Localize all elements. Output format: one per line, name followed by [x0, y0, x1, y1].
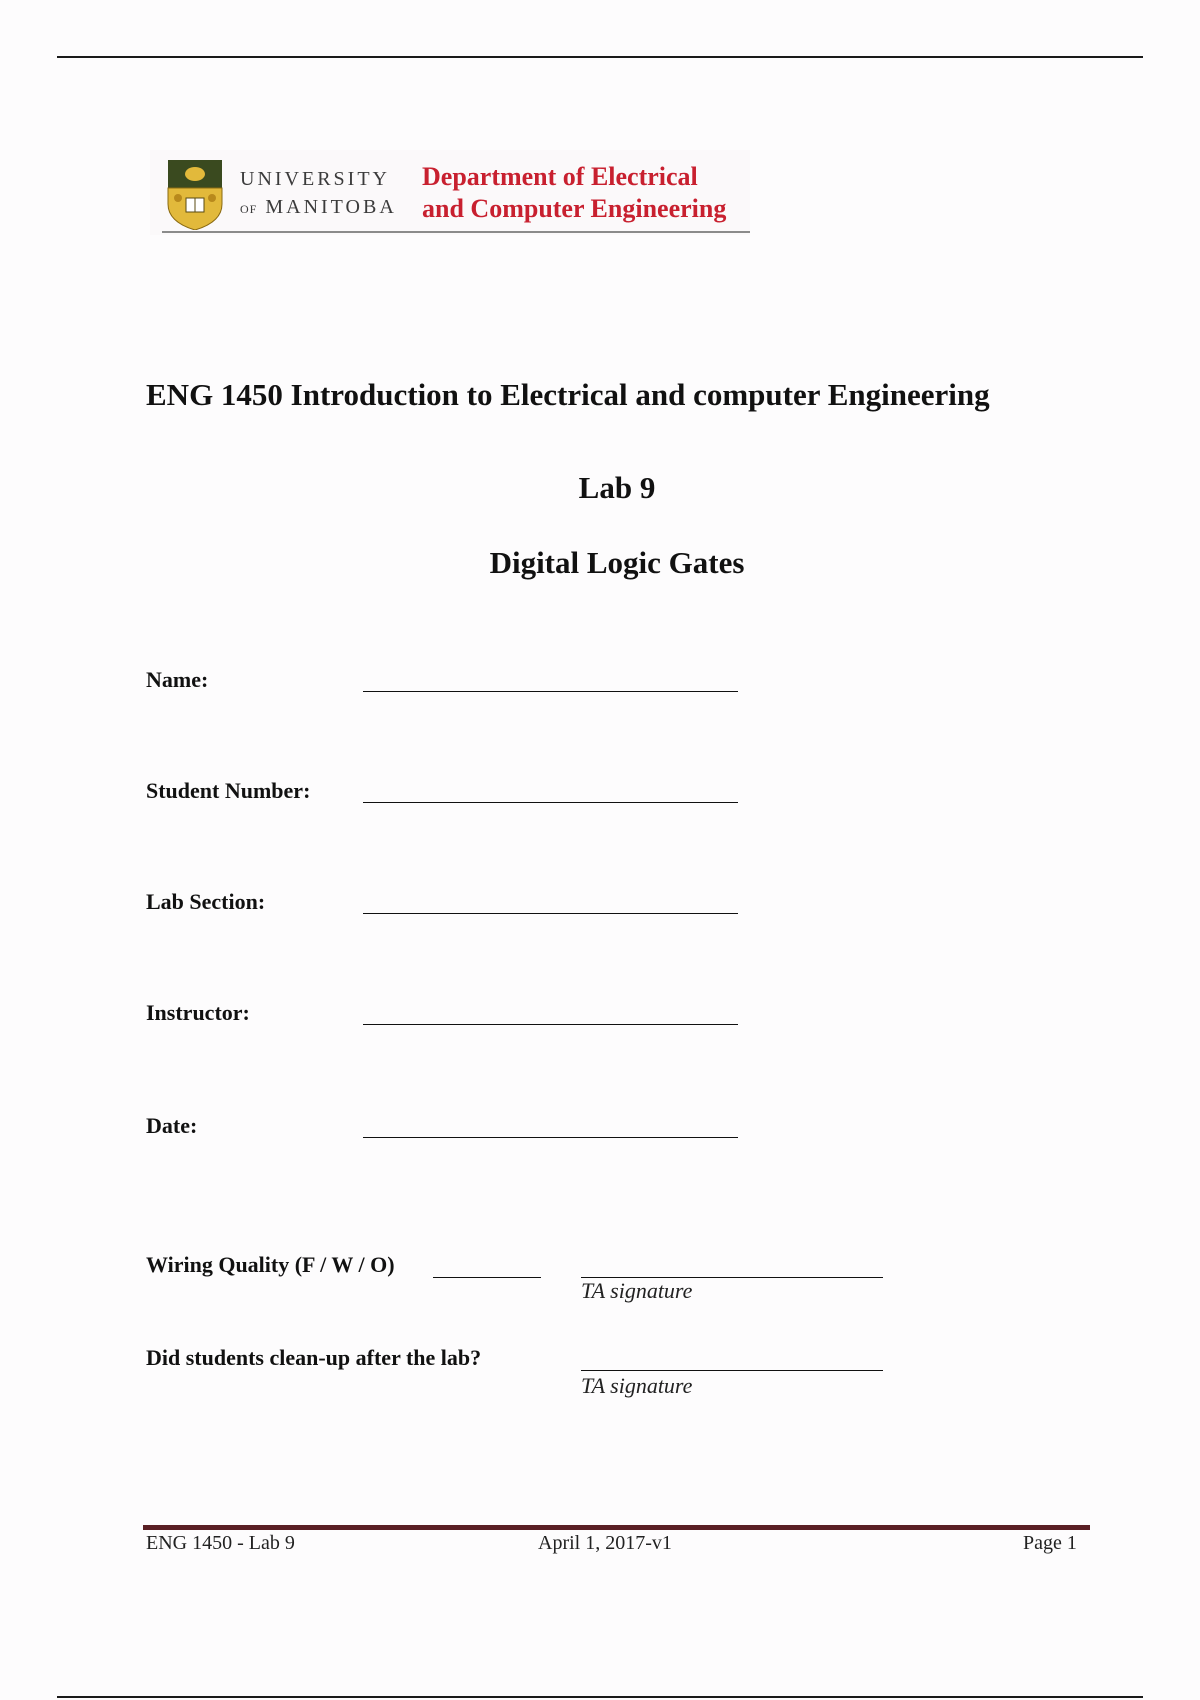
university-name-line2	[240, 196, 397, 219]
university-of: OF	[240, 202, 258, 216]
name-label: Name:	[146, 667, 209, 692]
date-label: Date:	[146, 1113, 198, 1138]
wiring-quality-label: Wiring Quality (F / W / O)	[146, 1252, 395, 1277]
bottom-rule	[57, 1696, 1143, 1698]
footer-date: April 1, 2017-v1	[538, 1532, 672, 1554]
lab-section-label: Lab Section:	[146, 889, 266, 914]
university-logo	[150, 150, 750, 235]
cleanup-ta-signature-caption: TA signature	[581, 1373, 693, 1398]
wiring-ta-signature-caption: TA signature	[581, 1278, 693, 1303]
name-field[interactable]	[363, 691, 738, 692]
instructor-label: Instructor:	[146, 1000, 250, 1025]
department-name-line2: and Computer Engineering	[422, 194, 727, 223]
footer-rule	[143, 1525, 1090, 1530]
footer-course: ENG 1450 - Lab 9	[146, 1532, 295, 1554]
lab-section-field[interactable]	[363, 913, 738, 914]
university-name-line1: UNIVERSITY	[240, 168, 390, 190]
footer-page: Page 1	[1023, 1532, 1077, 1554]
date-field[interactable]	[363, 1137, 738, 1138]
logo-underline	[162, 231, 750, 233]
lab-number: Lab 9	[578, 470, 656, 505]
top-rule	[57, 56, 1143, 58]
student-number-label: Student Number:	[146, 778, 311, 803]
student-number-field[interactable]	[363, 802, 738, 803]
university-crest-icon	[166, 160, 224, 230]
course-title: ENG 1450 Introduction to Electrical and computer Engineering	[146, 377, 990, 412]
cleanup-label: Did students clean-up after the lab?	[146, 1345, 482, 1370]
cleanup-ta-signature-line[interactable]	[581, 1370, 883, 1371]
wiring-quality-field[interactable]	[433, 1277, 541, 1278]
instructor-field[interactable]	[363, 1024, 738, 1025]
university-manitoba: MANITOBA	[265, 196, 397, 218]
lab-topic: Digital Logic Gates	[489, 545, 745, 580]
department-name-line1: Department of Electrical	[422, 162, 698, 191]
